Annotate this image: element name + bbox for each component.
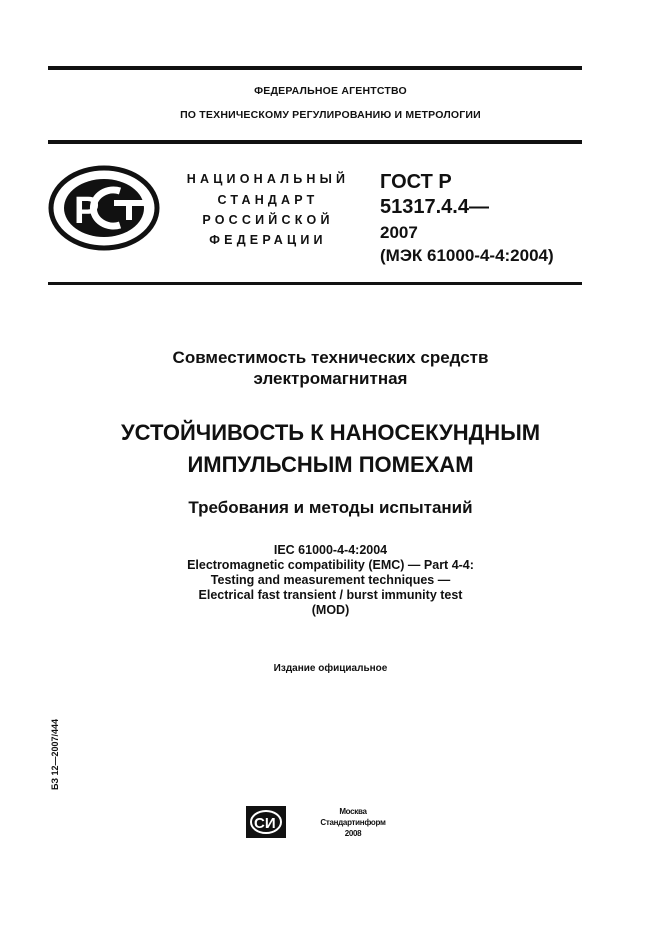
agency-line-2: ПО ТЕХНИЧЕСКОМУ РЕГУЛИРОВАНИЮ И МЕТРОЛОГИИ — [180, 109, 481, 121]
rst-emblem-icon — [48, 165, 160, 251]
title-line-1: Совместимость технических средств — [172, 348, 489, 367]
gost-number-line-4: (МЭК 61000-4-4:2004) — [380, 246, 554, 265]
standartinform-logo-icon — [246, 806, 286, 838]
title-line-2: электромагнитная — [253, 369, 408, 388]
main-title-line-2: ИМПУЛЬСНЫМ ПОМЕХАМ — [187, 452, 474, 477]
publisher-name: Стандартинформ — [320, 818, 386, 827]
subtitle: Требования и методы испытаний — [188, 498, 473, 517]
svg-text:Р: Р — [74, 190, 100, 232]
publisher-year: 2008 — [344, 829, 362, 838]
svg-text:СИ: СИ — [254, 815, 276, 832]
main-title-line-1: УСТОЙЧИВОСТЬ К НАНОСЕКУНДНЫМ — [120, 420, 541, 445]
gost-number-line-3: 2007 — [380, 223, 418, 242]
iec-line-5: (MOD) — [311, 603, 350, 617]
iec-line-4: Electrical fast transient / burst immunity test — [198, 588, 463, 602]
national-standard-line-3: РОССИЙСКОЙ — [202, 213, 334, 227]
top-rule — [48, 66, 582, 70]
header-rule — [48, 140, 582, 144]
iec-line-3: Testing and measurement techniques — — [210, 573, 451, 587]
publisher-city: Москва — [339, 807, 367, 816]
gost-number-line-1: ГОСТ Р — [380, 171, 452, 193]
national-standard-line-4: ФЕДЕРАЦИИ — [209, 233, 327, 247]
gost-number-line-2: 51317.4.4— — [380, 196, 489, 218]
block-rule — [48, 282, 582, 285]
agency-line-1: ФЕДЕРАЛЬНОЕ АГЕНТСТВО — [254, 85, 407, 97]
national-standard-line-2: СТАНДАРТ — [217, 193, 319, 207]
side-note: БЗ 12—2007/444 — [50, 718, 60, 790]
iec-line-1: IEC 61000-4-4:2004 — [273, 543, 388, 557]
national-standard-line-1: НАЦИОНАЛЬНЫЙ — [186, 172, 350, 186]
iec-line-2: Electromagnetic compatibility (EMC) — Part 4-4: — [187, 558, 474, 572]
edition-note: Издание официальное — [273, 663, 388, 674]
